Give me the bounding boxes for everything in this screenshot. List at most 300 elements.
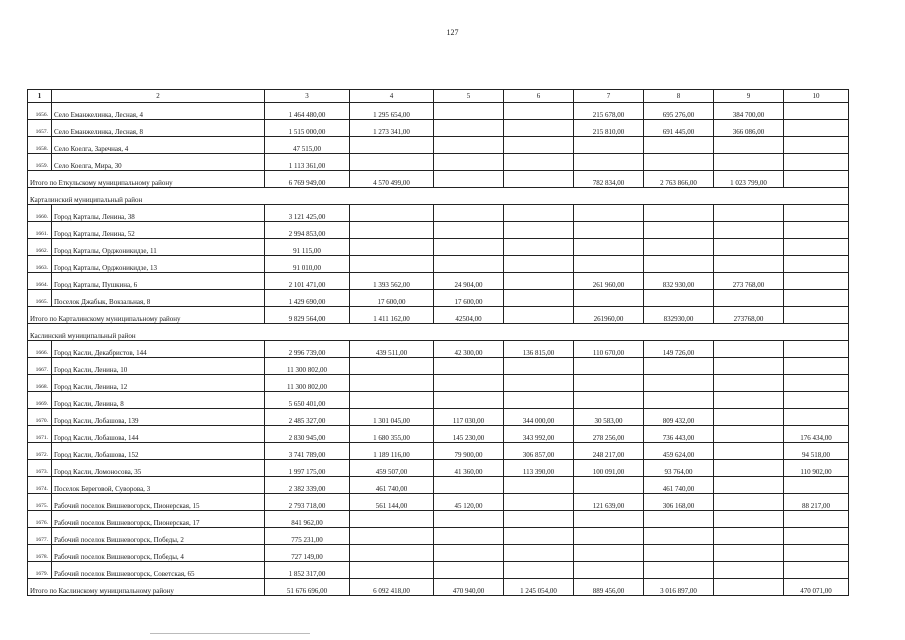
value-cell: 17 600,00 — [434, 290, 504, 307]
header-cell: 6 — [504, 90, 574, 103]
table-row — [28, 137, 849, 154]
value-cell — [350, 239, 434, 256]
value-cell: 3 016 897,00 — [644, 579, 714, 596]
value-cell — [434, 375, 504, 392]
value-cell: 1 852 317,00 — [265, 562, 350, 579]
address-cell: Город Касли, Ленина, 12 — [52, 375, 265, 392]
value-cell: 691 445,00 — [644, 120, 714, 137]
header-cell: 7 — [574, 90, 644, 103]
value-cell — [504, 358, 574, 375]
value-cell — [784, 120, 849, 137]
value-cell: 2 485 327,00 — [265, 409, 350, 426]
value-cell: 727 149,00 — [265, 545, 350, 562]
value-cell — [434, 205, 504, 222]
row-number: 1669. — [28, 392, 52, 409]
row-number: 1679. — [28, 562, 52, 579]
value-cell: 273 768,00 — [714, 273, 784, 290]
value-cell — [504, 205, 574, 222]
row-number: 1671. — [28, 426, 52, 443]
page-number: 127 — [446, 28, 459, 37]
total-row — [28, 171, 849, 188]
value-cell — [434, 137, 504, 154]
value-cell — [644, 137, 714, 154]
value-cell: 261 960,00 — [574, 273, 644, 290]
value-cell — [434, 477, 504, 494]
value-cell: 1 245 054,00 — [504, 579, 574, 596]
table-row — [28, 426, 849, 443]
table-row — [28, 392, 849, 409]
header-cell: 8 — [644, 90, 714, 103]
value-cell — [350, 528, 434, 545]
value-cell — [504, 154, 574, 171]
address-cell: Город Касли, Ленина, 10 — [52, 358, 265, 375]
table-row — [28, 290, 849, 307]
value-cell: 1 464 480,00 — [265, 103, 350, 120]
value-cell: 93 764,00 — [644, 460, 714, 477]
table-row — [28, 103, 849, 120]
value-cell — [574, 137, 644, 154]
value-cell — [644, 154, 714, 171]
row-number: 1663. — [28, 256, 52, 273]
address-cell: Поселок Джабык, Вокзальная, 8 — [52, 290, 265, 307]
value-cell — [784, 375, 849, 392]
value-cell — [784, 341, 849, 358]
value-cell: 1 515 000,00 — [265, 120, 350, 137]
value-cell — [574, 358, 644, 375]
value-cell — [504, 120, 574, 137]
row-number: 1677. — [28, 528, 52, 545]
value-cell — [714, 222, 784, 239]
value-cell — [504, 545, 574, 562]
value-cell: 832930,00 — [644, 307, 714, 324]
row-number: 1672. — [28, 443, 52, 460]
value-cell — [504, 477, 574, 494]
value-cell — [350, 222, 434, 239]
row-number: 1658. — [28, 137, 52, 154]
header-cell: 5 — [434, 90, 504, 103]
address-cell: Поселок Береговой, Суворова, 3 — [52, 477, 265, 494]
value-cell — [434, 171, 504, 188]
address-cell: Рабочий поселок Вишневогорск, Пионерская, 15 — [52, 494, 265, 511]
value-cell: 45 120,00 — [434, 494, 504, 511]
value-cell: 1 273 341,00 — [350, 120, 434, 137]
value-cell: 6 092 418,00 — [350, 579, 434, 596]
row-number: 1664. — [28, 273, 52, 290]
value-cell — [784, 545, 849, 562]
value-cell: 1 113 361,00 — [265, 154, 350, 171]
address-cell: Село Коелга, Мира, 30 — [52, 154, 265, 171]
row-number: 1675. — [28, 494, 52, 511]
row-number: 1662. — [28, 239, 52, 256]
value-cell — [644, 239, 714, 256]
value-cell — [714, 256, 784, 273]
value-cell: 91 010,00 — [265, 256, 350, 273]
value-cell: 461 740,00 — [644, 477, 714, 494]
table-row — [28, 477, 849, 494]
value-cell — [350, 256, 434, 273]
row-number: 1674. — [28, 477, 52, 494]
value-cell — [784, 290, 849, 307]
value-cell — [350, 562, 434, 579]
value-cell: 782 834,00 — [574, 171, 644, 188]
address-cell: Село Еманжелинка, Лесная, 4 — [52, 103, 265, 120]
value-cell: 215 678,00 — [574, 103, 644, 120]
value-cell — [574, 154, 644, 171]
value-cell: 889 456,00 — [574, 579, 644, 596]
value-cell — [714, 375, 784, 392]
value-cell — [504, 256, 574, 273]
address-cell: Рабочий поселок Вишневогорск, Победы, 4 — [52, 545, 265, 562]
row-number: 1670. — [28, 409, 52, 426]
table-row — [28, 562, 849, 579]
value-cell — [350, 137, 434, 154]
value-cell — [714, 579, 784, 596]
address-cell: Город Карталы, Пушкина, 6 — [52, 273, 265, 290]
address-cell: Город Карталы, Орджоникидзе, 11 — [52, 239, 265, 256]
value-cell — [784, 528, 849, 545]
value-cell — [644, 562, 714, 579]
value-cell: 1 393 562,00 — [350, 273, 434, 290]
value-cell — [784, 511, 849, 528]
address-cell: Рабочий поселок Вишневогорск, Советская, 65 — [52, 562, 265, 579]
value-cell — [434, 154, 504, 171]
value-cell: 695 276,00 — [644, 103, 714, 120]
value-cell: 94 518,00 — [784, 443, 849, 460]
table-row — [28, 341, 849, 358]
table-row — [28, 273, 849, 290]
row-number: 1668. — [28, 375, 52, 392]
value-cell — [644, 528, 714, 545]
value-cell: 41 360,00 — [434, 460, 504, 477]
value-cell — [714, 511, 784, 528]
table-row — [28, 222, 849, 239]
value-cell: 809 432,00 — [644, 409, 714, 426]
value-cell — [504, 222, 574, 239]
value-cell: 149 726,00 — [644, 341, 714, 358]
value-cell — [784, 137, 849, 154]
value-cell — [714, 528, 784, 545]
row-number: 1678. — [28, 545, 52, 562]
value-cell — [714, 358, 784, 375]
table-row — [28, 409, 849, 426]
value-cell — [504, 375, 574, 392]
value-cell: 1 023 799,00 — [714, 171, 784, 188]
value-cell: 832 930,00 — [644, 273, 714, 290]
value-cell: 1 411 162,00 — [350, 307, 434, 324]
header-cell: 3 — [265, 90, 350, 103]
value-cell — [784, 103, 849, 120]
value-cell — [434, 562, 504, 579]
value-cell: 1 429 690,00 — [265, 290, 350, 307]
value-cell: 4 570 499,00 — [350, 171, 434, 188]
value-cell — [784, 154, 849, 171]
value-cell — [644, 375, 714, 392]
value-cell — [574, 392, 644, 409]
footer-rule — [150, 633, 310, 634]
value-cell — [504, 103, 574, 120]
value-cell — [504, 392, 574, 409]
total-label: Итого по Карталинскому муниципальному району — [28, 307, 265, 324]
value-cell: 3 121 425,00 — [265, 205, 350, 222]
value-cell: 1 680 355,00 — [350, 426, 434, 443]
value-cell: 9 829 564,00 — [265, 307, 350, 324]
value-cell — [784, 273, 849, 290]
value-cell: 384 700,00 — [714, 103, 784, 120]
address-cell: Город Карталы, Орджоникидзе, 13 — [52, 256, 265, 273]
address-cell: Рабочий поселок Вишневогорск, Победы, 2 — [52, 528, 265, 545]
value-cell — [350, 511, 434, 528]
table-row — [28, 256, 849, 273]
value-cell: 176 434,00 — [784, 426, 849, 443]
value-cell: 459 624,00 — [644, 443, 714, 460]
header-cell: 4 — [350, 90, 434, 103]
value-cell — [784, 409, 849, 426]
section-row — [28, 324, 849, 341]
value-cell — [504, 171, 574, 188]
value-cell: 344 000,00 — [504, 409, 574, 426]
value-cell: 42 300,00 — [434, 341, 504, 358]
value-cell: 261960,00 — [574, 307, 644, 324]
value-cell — [350, 375, 434, 392]
value-cell — [784, 205, 849, 222]
address-cell: Город Касли, Ломоносова, 35 — [52, 460, 265, 477]
row-number: 1660. — [28, 205, 52, 222]
value-cell — [574, 290, 644, 307]
table-row — [28, 511, 849, 528]
value-cell — [784, 392, 849, 409]
value-cell — [504, 137, 574, 154]
value-cell: 1 301 045,00 — [350, 409, 434, 426]
value-cell — [574, 562, 644, 579]
value-cell: 2 830 945,00 — [265, 426, 350, 443]
table-row — [28, 528, 849, 545]
value-cell — [784, 307, 849, 324]
value-cell — [574, 239, 644, 256]
value-cell: 2 994 853,00 — [265, 222, 350, 239]
value-cell: 121 639,00 — [574, 494, 644, 511]
value-cell — [504, 562, 574, 579]
value-cell: 1 997 175,00 — [265, 460, 350, 477]
value-cell — [714, 443, 784, 460]
value-cell — [350, 154, 434, 171]
header-cell: 1 — [28, 90, 52, 103]
value-cell — [784, 358, 849, 375]
value-cell — [714, 392, 784, 409]
value-cell — [644, 222, 714, 239]
value-cell — [714, 460, 784, 477]
value-cell: 1 295 654,00 — [350, 103, 434, 120]
value-cell — [784, 477, 849, 494]
value-cell — [434, 222, 504, 239]
value-cell: 736 443,00 — [644, 426, 714, 443]
value-cell: 47 515,00 — [265, 137, 350, 154]
value-cell — [714, 409, 784, 426]
value-cell: 17 600,00 — [350, 290, 434, 307]
address-cell: Село Коелга, Заречная, 4 — [52, 137, 265, 154]
row-number: 1665. — [28, 290, 52, 307]
value-cell: 278 256,00 — [574, 426, 644, 443]
value-cell — [350, 545, 434, 562]
value-cell: 2 763 866,00 — [644, 171, 714, 188]
value-cell — [574, 545, 644, 562]
value-cell: 2 382 339,00 — [265, 477, 350, 494]
value-cell — [350, 358, 434, 375]
table-row — [28, 358, 849, 375]
total-row — [28, 307, 849, 324]
value-cell — [574, 375, 644, 392]
value-cell — [504, 273, 574, 290]
table-row — [28, 545, 849, 562]
value-cell — [350, 205, 434, 222]
value-cell — [434, 358, 504, 375]
value-cell — [504, 494, 574, 511]
value-cell: 113 390,00 — [504, 460, 574, 477]
value-cell — [714, 545, 784, 562]
value-cell — [644, 511, 714, 528]
total-label: Итого по Еткульскому муниципальному району — [28, 171, 265, 188]
value-cell — [784, 256, 849, 273]
table-row — [28, 494, 849, 511]
row-number: 1673. — [28, 460, 52, 477]
budget-table — [27, 89, 849, 596]
row-number: 1661. — [28, 222, 52, 239]
value-cell — [504, 528, 574, 545]
value-cell — [714, 239, 784, 256]
value-cell: 439 511,00 — [350, 341, 434, 358]
value-cell: 2 793 718,00 — [265, 494, 350, 511]
value-cell — [714, 426, 784, 443]
value-cell: 775 231,00 — [265, 528, 350, 545]
value-cell — [714, 290, 784, 307]
table-row — [28, 205, 849, 222]
value-cell — [574, 477, 644, 494]
value-cell — [644, 545, 714, 562]
value-cell: 1 189 116,00 — [350, 443, 434, 460]
table-row — [28, 239, 849, 256]
value-cell — [574, 256, 644, 273]
row-number: 1659. — [28, 154, 52, 171]
value-cell: 306 857,00 — [504, 443, 574, 460]
value-cell — [434, 511, 504, 528]
value-cell: 11 300 802,00 — [265, 358, 350, 375]
value-cell — [714, 562, 784, 579]
value-cell — [714, 205, 784, 222]
address-cell: Город Касли, Лобашова, 144 — [52, 426, 265, 443]
table-row — [28, 460, 849, 477]
address-cell: Город Карталы, Ленина, 38 — [52, 205, 265, 222]
value-cell: 248 217,00 — [574, 443, 644, 460]
value-cell: 366 086,00 — [714, 120, 784, 137]
value-cell — [714, 154, 784, 171]
address-cell: Город Касли, Лобашова, 139 — [52, 409, 265, 426]
value-cell: 215 810,00 — [574, 120, 644, 137]
value-cell: 110 670,00 — [574, 341, 644, 358]
value-cell — [714, 341, 784, 358]
value-cell: 841 962,00 — [265, 511, 350, 528]
address-cell: Город Касли, Ленина, 8 — [52, 392, 265, 409]
value-cell — [784, 239, 849, 256]
total-label: Итого по Каслинскому муниципальному району — [28, 579, 265, 596]
value-cell — [784, 222, 849, 239]
value-cell: 110 902,00 — [784, 460, 849, 477]
header-cell: 10 — [784, 90, 849, 103]
header-row — [28, 90, 849, 103]
value-cell: 42504,00 — [434, 307, 504, 324]
header-cell: 2 — [52, 90, 265, 103]
value-cell: 273768,00 — [714, 307, 784, 324]
value-cell: 343 992,00 — [504, 426, 574, 443]
value-cell: 561 144,00 — [350, 494, 434, 511]
section-title: Карталинский муниципальный район — [28, 188, 849, 205]
value-cell — [574, 205, 644, 222]
value-cell — [434, 528, 504, 545]
value-cell: 2 101 471,00 — [265, 273, 350, 290]
value-cell — [574, 528, 644, 545]
value-cell: 11 300 802,00 — [265, 375, 350, 392]
value-cell — [644, 205, 714, 222]
header-cell: 9 — [714, 90, 784, 103]
value-cell: 5 650 401,00 — [265, 392, 350, 409]
value-cell — [504, 511, 574, 528]
value-cell — [434, 392, 504, 409]
address-cell: Село Еманжелинка, Лесная, 8 — [52, 120, 265, 137]
value-cell — [434, 239, 504, 256]
value-cell: 51 676 696,00 — [265, 579, 350, 596]
table-row — [28, 154, 849, 171]
row-number: 1656. — [28, 103, 52, 120]
value-cell: 6 769 949,00 — [265, 171, 350, 188]
value-cell: 145 230,00 — [434, 426, 504, 443]
table-row — [28, 375, 849, 392]
table-row — [28, 443, 849, 460]
value-cell — [784, 562, 849, 579]
address-cell: Город Карталы, Ленина, 52 — [52, 222, 265, 239]
value-cell — [434, 120, 504, 137]
section-row — [28, 188, 849, 205]
value-cell: 24 904,00 — [434, 273, 504, 290]
value-cell: 100 091,00 — [574, 460, 644, 477]
value-cell — [644, 256, 714, 273]
value-cell — [434, 103, 504, 120]
value-cell: 470 071,00 — [784, 579, 849, 596]
value-cell — [434, 545, 504, 562]
value-cell: 461 740,00 — [350, 477, 434, 494]
address-cell: Город Касли, Лобашова, 152 — [52, 443, 265, 460]
value-cell: 470 940,00 — [434, 579, 504, 596]
row-number: 1657. — [28, 120, 52, 137]
value-cell: 2 996 739,00 — [265, 341, 350, 358]
section-title: Каслинский муниципальный район — [28, 324, 849, 341]
value-cell: 306 168,00 — [644, 494, 714, 511]
address-cell: Рабочий поселок Вишневогорск, Пионерская, 17 — [52, 511, 265, 528]
value-cell: 459 507,00 — [350, 460, 434, 477]
value-cell: 88 217,00 — [784, 494, 849, 511]
value-cell — [434, 256, 504, 273]
value-cell: 30 583,00 — [574, 409, 644, 426]
total-row — [28, 579, 849, 596]
value-cell: 79 900,00 — [434, 443, 504, 460]
value-cell — [714, 477, 784, 494]
value-cell — [714, 494, 784, 511]
value-cell — [644, 290, 714, 307]
value-cell — [504, 290, 574, 307]
value-cell — [350, 392, 434, 409]
value-cell — [784, 171, 849, 188]
value-cell — [644, 392, 714, 409]
value-cell: 136 815,00 — [504, 341, 574, 358]
row-number: 1666. — [28, 341, 52, 358]
value-cell — [504, 307, 574, 324]
